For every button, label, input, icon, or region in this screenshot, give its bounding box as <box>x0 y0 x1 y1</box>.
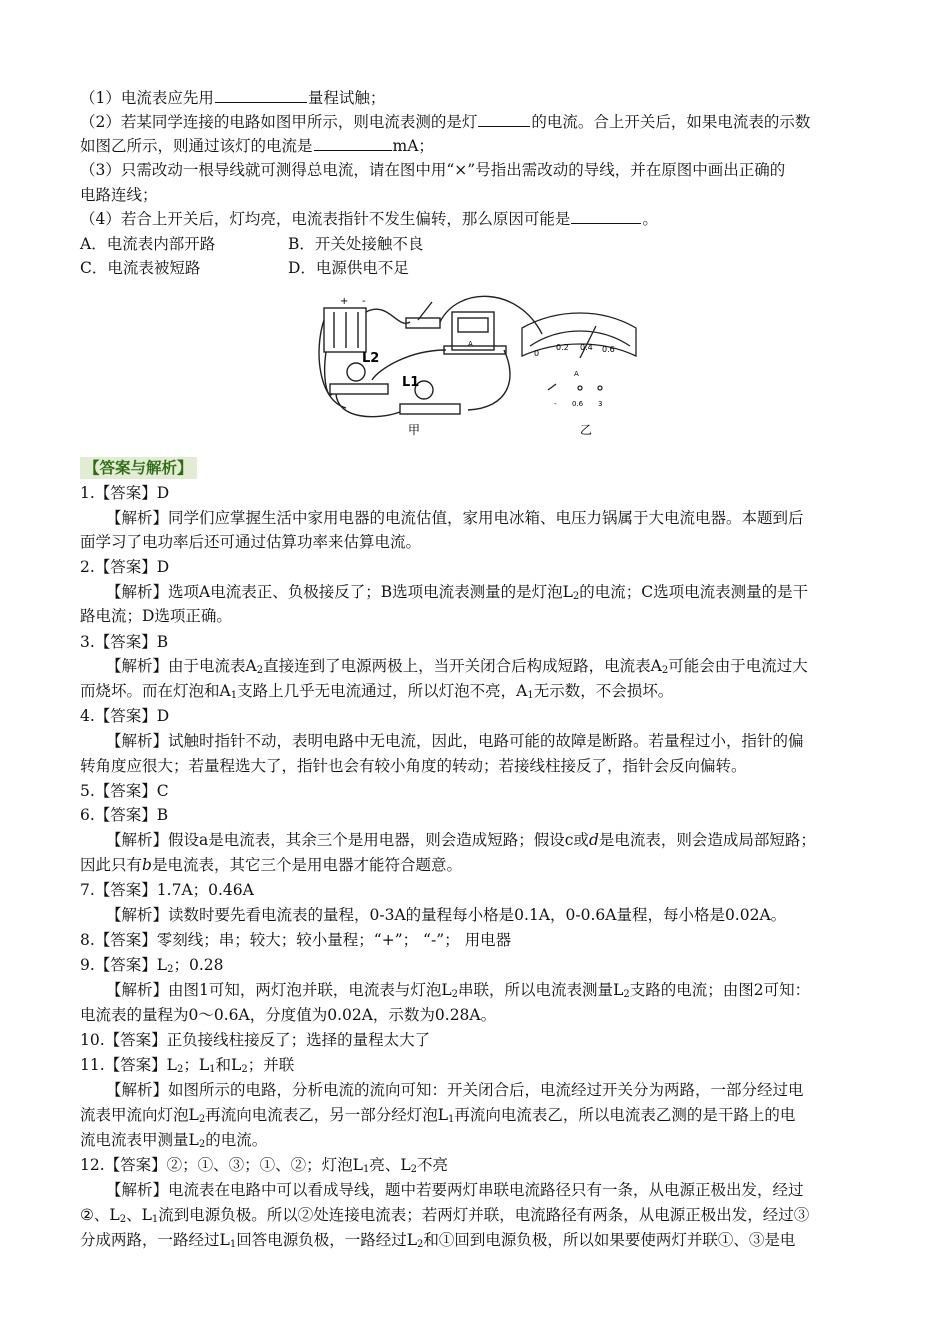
explain-6-line-2 <box>80 855 462 875</box>
q-line-4: （3）只需改动一根导线就可测得总电流，请在图中用“×”号指出需改动的导线，并在原图中画出正确的 <box>80 161 786 179</box>
text-run: b <box>142 856 152 874</box>
answer-3: 3.【答案】B <box>80 633 169 651</box>
text-run: L <box>141 1206 152 1224</box>
meter-a-label: A <box>468 340 473 348</box>
option-b: B．开关处接触不良 <box>288 235 424 253</box>
minus-label: - <box>362 296 366 307</box>
explain-3-line-1 <box>106 656 808 681</box>
subscript: 2 <box>198 1114 206 1125</box>
text-run: 9.【答案】 <box>80 956 157 974</box>
q-text: 的电流。合上开关后，如果电流表的示数 <box>531 113 811 131</box>
terminal-3: 3 <box>598 400 603 408</box>
option-a: A．电流表内部开路 <box>80 235 216 253</box>
subscript: 1 <box>209 1064 216 1075</box>
text-run: d <box>588 831 599 849</box>
explain-4-line-2: 转角度应很大；若量程选大了，指针也会有较小角度的转动；若接线柱接反了，指针会反向偏转。 <box>80 757 747 775</box>
subscript: 2 <box>661 665 669 676</box>
subscript: 2 <box>176 1064 184 1075</box>
subscript: 2 <box>451 989 459 1000</box>
subscript: 2 <box>167 964 174 975</box>
explain-6-line-1 <box>106 830 816 850</box>
explain-12-line-2 <box>80 1205 809 1230</box>
text-run: 支路的电流；由图2可知： <box>629 981 811 999</box>
subscript: 1 <box>448 1114 455 1125</box>
text-run: 串联，所以电流表测量 <box>458 981 614 999</box>
answer-12 <box>80 1155 448 1180</box>
text-run: 【解析】选项A电流表正、负极接反了；B选项电流表测量的是灯泡 <box>106 583 563 601</box>
answer-blank <box>571 209 641 224</box>
text-run: 再流向电流表乙，另一部分经灯泡 <box>205 1106 438 1124</box>
text-run: L <box>219 1231 230 1249</box>
answer-blank <box>478 112 530 127</box>
text-run: 和①回到电源负极，所以如果要使两灯并联①、③是电 <box>423 1231 796 1249</box>
text-run: 的电流；C选项电流表测量的是干 <box>579 583 809 601</box>
text-run: 可能会由于电流过大 <box>668 657 808 675</box>
text-run: L <box>166 1056 177 1074</box>
text-run: 11.【答案】 <box>80 1056 167 1074</box>
subscript: 2 <box>256 665 264 676</box>
text-run: A <box>219 682 231 700</box>
text-run: ； <box>183 1056 199 1074</box>
q-text: （1）电流表应先用 <box>80 89 214 107</box>
text-run: 回答电源负极，一路经过 <box>236 1231 407 1249</box>
meter-dial <box>522 313 636 390</box>
text-run: L <box>441 981 452 999</box>
answer-11 <box>80 1055 294 1080</box>
q-text: （2）若某同学连接的电路如图甲所示，则电流表测的是灯 <box>80 113 478 131</box>
text-run: 因此只有 <box>80 856 143 874</box>
explain-1-line-2: 面学习了电功率后还可通过估算功率来估算电流。 <box>80 533 422 551</box>
options-row-1 <box>80 234 423 254</box>
explain-11-line-3 <box>80 1130 267 1155</box>
explain-1-line-1: 【解析】同学们应掌握生活中家用电器的电流估值，家用电冰箱、电压力锅属于大电流电器。本题到后 <box>106 509 804 527</box>
explain-3-line-2 <box>80 681 673 706</box>
text-run: L <box>156 956 168 974</box>
q-text: 如图乙所示，则通过该灯的电流是 <box>80 137 313 155</box>
text-run: 流表甲流向灯泡 <box>80 1106 189 1124</box>
explain-2-line-2: 路电流；D选项正确。 <box>80 607 232 625</box>
text-run: L <box>188 1106 199 1124</box>
answer-8: 8.【答案】零刻线；串；较大；较小量程；“+”； “-”； 用电器 <box>80 931 512 949</box>
answer-section-header: 【答案与解析】 <box>80 457 197 479</box>
explain-4-line-1: 【解析】试触时指针不动，表明电路中无电流，因此，电路可能的故障是断路。若量程过小，指针的偏 <box>106 732 804 750</box>
battery-icon <box>324 308 366 352</box>
text-run: 流到电源负极。所以②处连接电流表；若两灯并联，电流路径有两条，从电源正极出发，经过③ <box>158 1206 810 1224</box>
answer-5: 5.【答案】C <box>80 782 169 800</box>
q-text: 。 <box>642 210 658 228</box>
text-run: 流电流表甲测量 <box>80 1131 189 1149</box>
explain-9-line-1 <box>106 980 810 1005</box>
answer-9 <box>80 955 223 980</box>
q-line-2 <box>80 112 810 132</box>
answer-blank <box>314 136 392 151</box>
text-run: A <box>650 657 662 675</box>
scale-0: 0 <box>534 349 540 358</box>
answer-6: 6.【答案】B <box>80 806 169 824</box>
text-run: 不亮 <box>417 1156 449 1174</box>
text-run: A <box>516 682 528 700</box>
text-run: 【解析】由于电流表 <box>106 657 246 675</box>
caption-right: 乙 <box>580 423 593 437</box>
terminal-minus: - <box>554 400 557 408</box>
subscript: 2 <box>119 1214 127 1225</box>
l2-label: L2 <box>362 351 380 366</box>
text-run: 和 <box>215 1056 232 1074</box>
q-line-6 <box>80 209 658 229</box>
text-run: 【解析】假设a是电流表，其余三个是用电器，则会造成短路；假设c或 <box>106 831 589 849</box>
answer-blank <box>215 88 307 103</box>
explain-9-line-2: 电流表的量程为0～0.6A，分度值为0.02A，示数为0.28A。 <box>80 1006 497 1024</box>
text-run: 而烧坏。而在灯泡和 <box>80 682 220 700</box>
text-run: ②、 <box>80 1206 110 1224</box>
explain-11-line-2 <box>80 1105 795 1130</box>
text-run: 直接连到了电源两极上，当开关闭合后构成短路，电流表 <box>263 657 651 675</box>
text-run: L <box>437 1106 448 1124</box>
text-run: L <box>109 1206 120 1224</box>
text-run: A <box>245 657 257 675</box>
circuit-figure <box>318 290 638 440</box>
subscript: 1 <box>527 690 534 701</box>
answer-10: 10.【答案】正负接线柱接反了；选择的量程太大了 <box>80 1031 431 1049</box>
q-text: （4）若合上开关后，灯均亮，电流表指针不发生偏转，那么原因可能是 <box>80 210 571 228</box>
explain-7-line-1: 【解析】读数时要先看电流表的量程，0-3A的量程每小格是0.1A，0-0.6A量程，每小格是0.02A。 <box>106 906 787 924</box>
scale-2: 0.4 <box>580 343 593 352</box>
subscript: 1 <box>230 690 238 701</box>
plus-label: + <box>340 296 349 307</box>
text-run: L <box>352 1156 363 1174</box>
text-run: 12.【答案】②；①、③；①、②；灯泡 <box>80 1156 353 1174</box>
option-c: C．电流表被短路 <box>80 259 201 277</box>
text-run: 是电流表，则会造成局部短路； <box>598 831 816 849</box>
subscript: 1 <box>229 1239 237 1250</box>
options-row-2 <box>80 258 409 278</box>
subscript: 2 <box>417 1239 424 1250</box>
subscript: 2 <box>241 1064 248 1075</box>
text-run: 的电流。 <box>205 1131 268 1149</box>
meter-small-a: A <box>574 370 579 378</box>
text-run: L <box>562 583 573 601</box>
explain-12-line-1: 【解析】电流表在电路中可以看成导线，题中若要两灯串联电流路径只有一条，从电源正极出发，经过 <box>106 1181 804 1199</box>
text-run: L <box>400 1156 411 1174</box>
answer-7: 7.【答案】1.7A；0.46A <box>80 881 254 899</box>
explain-2-line-1 <box>106 582 808 607</box>
text-run: 是电流表，其它三个是用电器才能符合题意。 <box>151 856 462 874</box>
subscript: 1 <box>151 1214 159 1225</box>
text-run: 分成两路，一路经过 <box>80 1231 220 1249</box>
subscript: 2 <box>572 591 580 602</box>
subscript: 1 <box>362 1164 370 1175</box>
text-run: 、 <box>126 1206 142 1224</box>
text-run: L <box>198 1056 210 1074</box>
subscript: 2 <box>623 989 630 1000</box>
text-run: 【解析】由图1可知，两灯泡并联，电流表与灯泡 <box>106 981 442 999</box>
text-run: L <box>188 1131 199 1149</box>
terminal-06: 0.6 <box>572 400 584 408</box>
answer-1: 1.【答案】D <box>80 484 170 502</box>
text-run: 支路上几乎无电流通过，所以灯泡不亮， <box>237 682 517 700</box>
switch-icon <box>406 318 440 328</box>
l1-label: L1 <box>402 375 420 390</box>
explain-11-line-1: 【解析】如图所示的电路，分析电流的流向可知：开关闭合后，电流经过开关分为两路，一部分经过电 <box>106 1081 804 1099</box>
lamp-l2-icon <box>330 384 388 394</box>
option-d: D．电源供电不足 <box>288 259 409 277</box>
explain-12-line-3 <box>80 1230 795 1255</box>
text-run: 亮、 <box>369 1156 401 1174</box>
q-text: 量程试触； <box>307 89 386 107</box>
lamp-l1-icon <box>400 404 460 414</box>
text-run: ；0.28 <box>173 956 224 974</box>
subscript: 2 <box>198 1139 206 1150</box>
q-line-3 <box>80 136 434 156</box>
subscript: 2 <box>410 1164 418 1175</box>
scale-1: 0.2 <box>556 343 569 352</box>
text-run: L <box>613 981 624 999</box>
caption-left: 甲 <box>408 423 421 437</box>
text-run: L <box>231 1056 242 1074</box>
answer-2: 2.【答案】D <box>80 558 170 576</box>
q-line-5: 电路连线； <box>80 186 158 204</box>
text-run: 再流向电流表乙，所以电流表乙测的是干路上的电 <box>454 1106 796 1124</box>
scale-3: 0.6 <box>602 345 615 354</box>
text-run: ；并联 <box>247 1056 295 1074</box>
q-text: mA； <box>392 137 434 155</box>
q-line-1 <box>80 88 385 108</box>
text-run: L <box>406 1231 417 1249</box>
text-run: 无示数，不会损坏。 <box>533 682 674 700</box>
answer-4: 4.【答案】D <box>80 707 170 725</box>
